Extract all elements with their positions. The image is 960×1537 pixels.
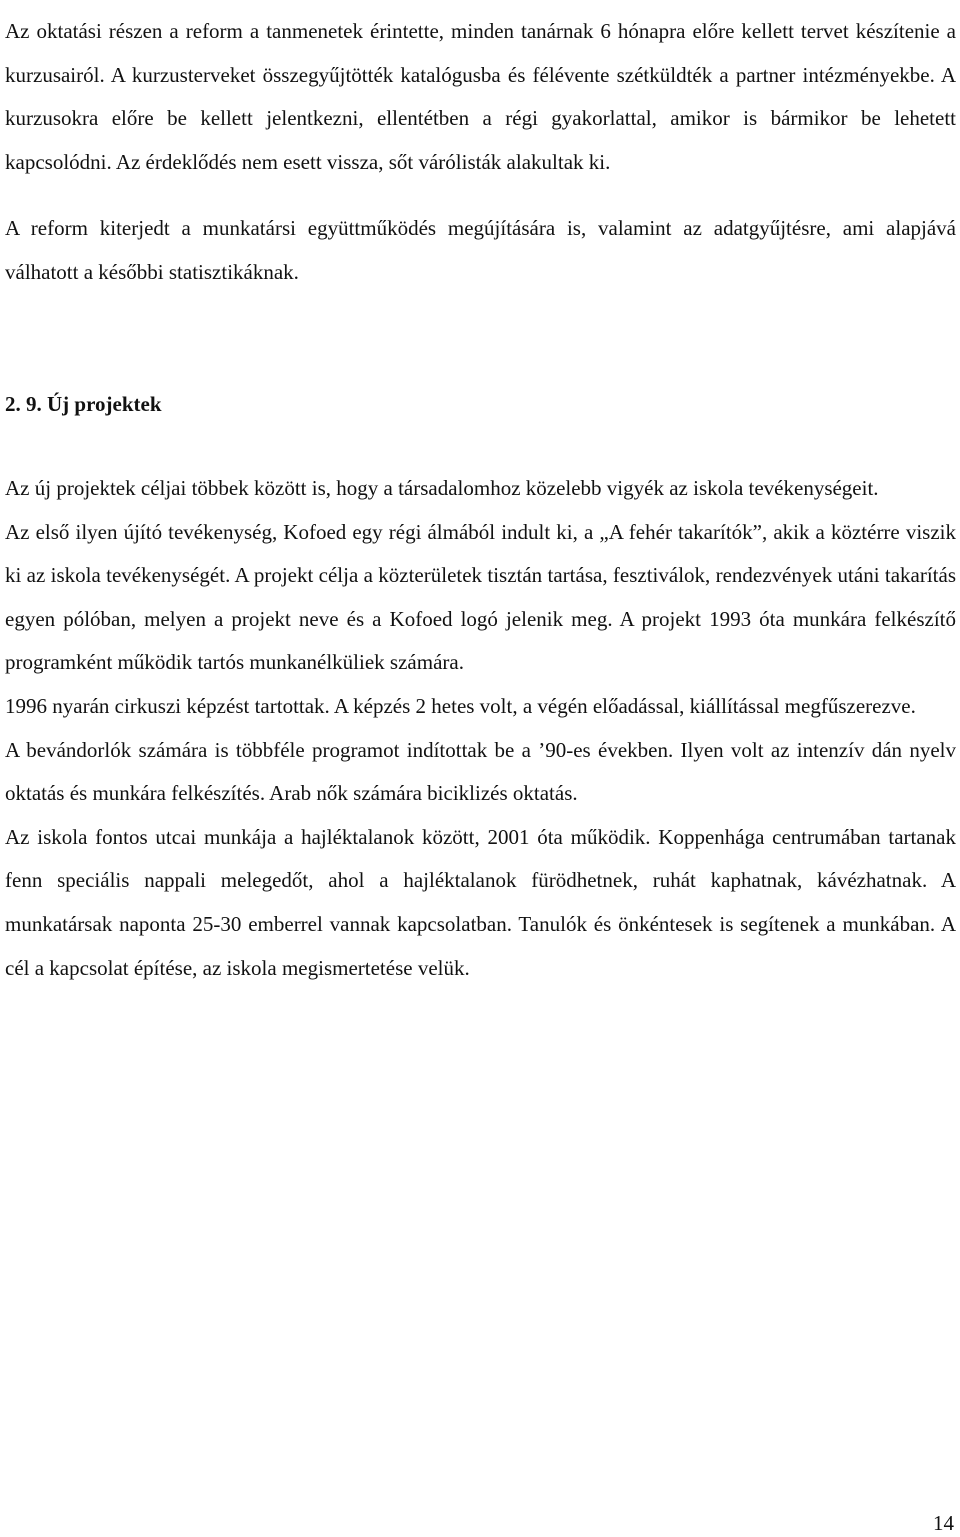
section-paragraph-3: 1996 nyarán cirkuszi képzést tartottak. A képzés 2 hetes volt, a végén előadással, kiállítással megfűszerezve. bbox=[5, 693, 916, 718]
intro-paragraph-1: Az oktatási részen a reform a tanmenetek érintette, minden tanárnak 6 hónapra előre kellett tervet készítenie a kurzusairól. A kurzusterveket összegyűjtötték katalógusba és félévente szétküldték a partner intézményekbe. A kurzusokra előre be kellett jelentkezni, ellentétben a régi gyakorlattal, amikor is bármikor be lehetett kapcsolódni. Az érdeklődés nem esett vissza, sőt várólisták alakultak ki. bbox=[5, 19, 956, 174]
section-paragraph-4: A bevándorlók számára is többféle programot indítottak be a ’90-es években. Ilyen volt az intenzív dán nyelv oktatás és munkára felkészítés. Arab nők számára biciklizés oktatás. bbox=[5, 737, 956, 806]
section-paragraph-5: Az iskola fontos utcai munkája a hajléktalanok között, 2001 óta működik. Koppenhága centrumában tartanak fenn speciális nappali melegedőt, ahol a hajléktalanok fürödhetnek, ruhát kaphatnak, kávézhatnak. A munkatársak naponta 25-30 emberrel vannak kapcsolatban. Tanulók és önkéntesek is segítenek a munkában. A cél a kapcsolat építése, az iskola megismertetése velük. bbox=[5, 824, 956, 980]
intro-paragraph-2: A reform kiterjedt a munkatársi együttműködés megújítására is, valamint az adatgyűjtésre, ami alapjává válhatott a későbbi statisztikáknak. bbox=[5, 216, 956, 284]
page-number: 14 bbox=[933, 1511, 954, 1535]
section-paragraph-2: Az első ilyen újító tevékenység, Kofoed egy régi álmából indult ki, a „A fehér takarítók”, akik a köztérre viszik ki az iskola tevékenységét. A projekt célja a közterületek tisztán tartása, fesztiválok, rendezvények utáni takarítás egyen pólóban, melyen a projekt neve és a Kofoed logó jelenik meg. A projekt 1993 óta munkára felkészítő programként működik tartós munkanélküliek számára. bbox=[5, 519, 956, 675]
section-body bbox=[5, 467, 956, 990]
section-paragraph-1: Az új projektek céljai többek között is, hogy a társadalomhoz közelebb vigyék az iskola tevékenységeit. bbox=[5, 476, 879, 500]
section-heading: 2. 9. Új projektek bbox=[5, 392, 162, 416]
